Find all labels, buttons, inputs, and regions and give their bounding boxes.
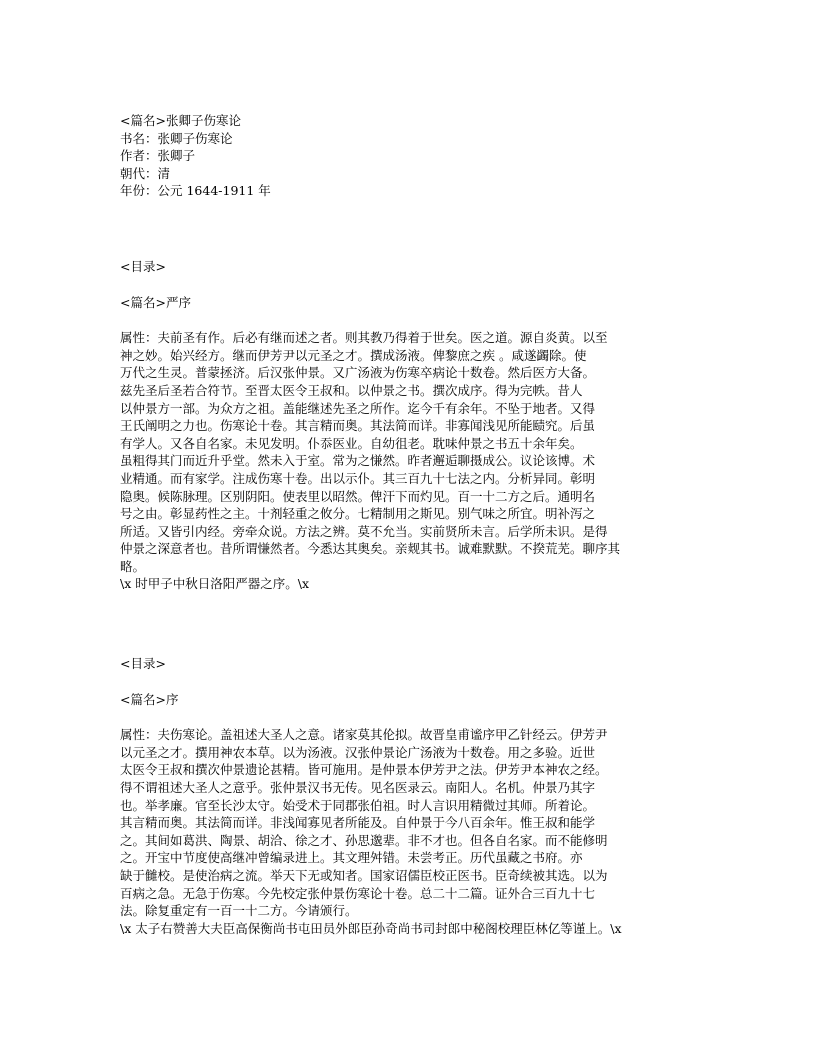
text-line: 得不谓祖述大圣人之意乎。张仲景汉书无传。见名医录云。南阳人。名机。仲景乃其字 xyxy=(120,780,596,796)
text-line: 神之妙。始兴经方。继而伊芳尹以元圣之才。撰成汤液。俾黎庶之疾 。咸遂蠲除。使 xyxy=(120,347,587,363)
text-line: 所适。又皆引内经。旁牵众说。方法之辨。莫不允当。实前贤所未言。后学所未识。是得 xyxy=(120,523,608,539)
text-line: 法。除复重定有一百一十二方。今请颁行。 xyxy=(120,903,358,919)
section-title: <篇名>严序 xyxy=(120,294,191,310)
section-yan-preface xyxy=(120,258,690,593)
text-line: 也。举孝廉。官至长沙太守。始受术于同郡张伯祖。时人言识用精微过其师。所着论。 xyxy=(120,797,596,813)
text-line: 缺于雠校。是使治病之流。举天下无或知者。国家诏儒臣校正医书。臣奇续被其选。以为 xyxy=(120,868,608,883)
text-line: 属性：夫伤寒论。盖祖述大圣人之意。诸家莫其伦拟。故晋皇甫谧序甲乙针经云。伊芳尹 xyxy=(120,727,608,743)
text-line: 太医令王叔和撰次仲景遗论甚精。皆可施用。是仲景本伊芳尹之法。伊芳尹本神农之经。 xyxy=(120,762,608,778)
text-line: 略。 xyxy=(120,558,146,574)
toc-marker: <目录> xyxy=(120,656,166,672)
document-page xyxy=(120,112,690,937)
text-line: 有学人。又各自名家。未见发明。仆忝医业。自幼徂老。耽味仲景之书五十余年矣。 xyxy=(120,435,583,451)
text-line: 兹先圣后圣若合符节。至晋太医令王叔和。以仲景之书。撰次成序。得为完帙。昔人 xyxy=(120,382,583,398)
text-line: 隐奥。候陈脉理。区别阴阳。使表里以昭然。俾汗下而灼见。百一十二方之后。通明名 xyxy=(120,488,596,504)
text-line: 虽粗得其门而近升乎堂。然未入于室。常为之慊然。昨者邂逅聊摄成公。议论该博。术 xyxy=(120,453,596,469)
text-line: 业精通。而有家学。注成伤寒十卷。出以示仆。其三百九十七法之内。分析异同。彰明 xyxy=(120,470,596,486)
chapter-title: <篇名>张卿子伤寒论 xyxy=(120,113,241,128)
author-line: 作者：张卿子 xyxy=(120,148,196,164)
section-preface xyxy=(120,655,690,937)
section-body xyxy=(120,726,690,937)
text-line: 其言精而奥。其法简而详。非浅闻寡见者所能及。自仲景于今八百余年。惟王叔和能学 xyxy=(120,815,596,831)
section-body xyxy=(120,329,690,593)
text-line: 王氏阐明之力也。伤寒论十卷。其言精而奥。其法简而详。非寡闻浅见所能赜究。后虽 xyxy=(120,418,596,434)
toc-marker: <目录> xyxy=(120,258,166,274)
text-line: 之。开宝中节度使高继冲曾编录进上。其文理舛错。未尝考正。历代虽藏之书府。亦 xyxy=(120,850,583,866)
section-title: <篇名>序 xyxy=(120,691,179,707)
dynasty-line: 朝代：清 xyxy=(120,165,171,181)
text-line: 以仲景方一部。为众方之祖。盖能继述先圣之所作。迄今千有余年。不坠于地者。又得 xyxy=(120,400,596,416)
text-line: 以元圣之才。撰用神农本草。以为汤液。汉张仲景论广汤液为十数卷。用之多验。近世 xyxy=(120,744,596,760)
signature-line: \x 太子右赞善大夫臣高保衡尚书屯田员外郎臣孙奇尚书司封郎中秘阁校理臣林亿等谨上。\x xyxy=(120,920,622,936)
text-line: 百病之急。无急于伤寒。今先校定张仲景伤寒论十卷。总二十二篇。证外合三百九十七 xyxy=(120,885,596,901)
text-line: 属性：夫前圣有作。后必有继而述之者。则其教乃得着于世矣。医之道。源自炎黄。以至 xyxy=(120,330,608,346)
text-line: 之。其间如葛洪、陶景、胡洽、徐之才、孙思邈辈。非不才也。但各自名家。而不能修明 xyxy=(120,832,608,848)
document-header xyxy=(120,112,690,200)
years-line: 年份：公元 1644-1911 年 xyxy=(120,183,271,199)
signature-line: \x 时甲子中秋日洛阳严器之序。\x xyxy=(120,576,309,592)
text-line: 万代之生灵。普蒙拯济。后汉张仲景。又广汤液为伤寒卒病论十数卷。然后医方大备。 xyxy=(120,365,596,381)
text-line: 号之由。彰显药性之主。十剂轻重之攸分。七精制用之斯见。别气味之所宜。明补泻之 xyxy=(120,506,596,522)
book-name: 书名：张卿子伤寒论 xyxy=(120,130,233,146)
text-line: 仲景之深意者也。昔所谓慊然者。今悉达其奥矣。亲觌其书。诚难默默。不揆荒芜。聊序其 xyxy=(120,541,621,557)
